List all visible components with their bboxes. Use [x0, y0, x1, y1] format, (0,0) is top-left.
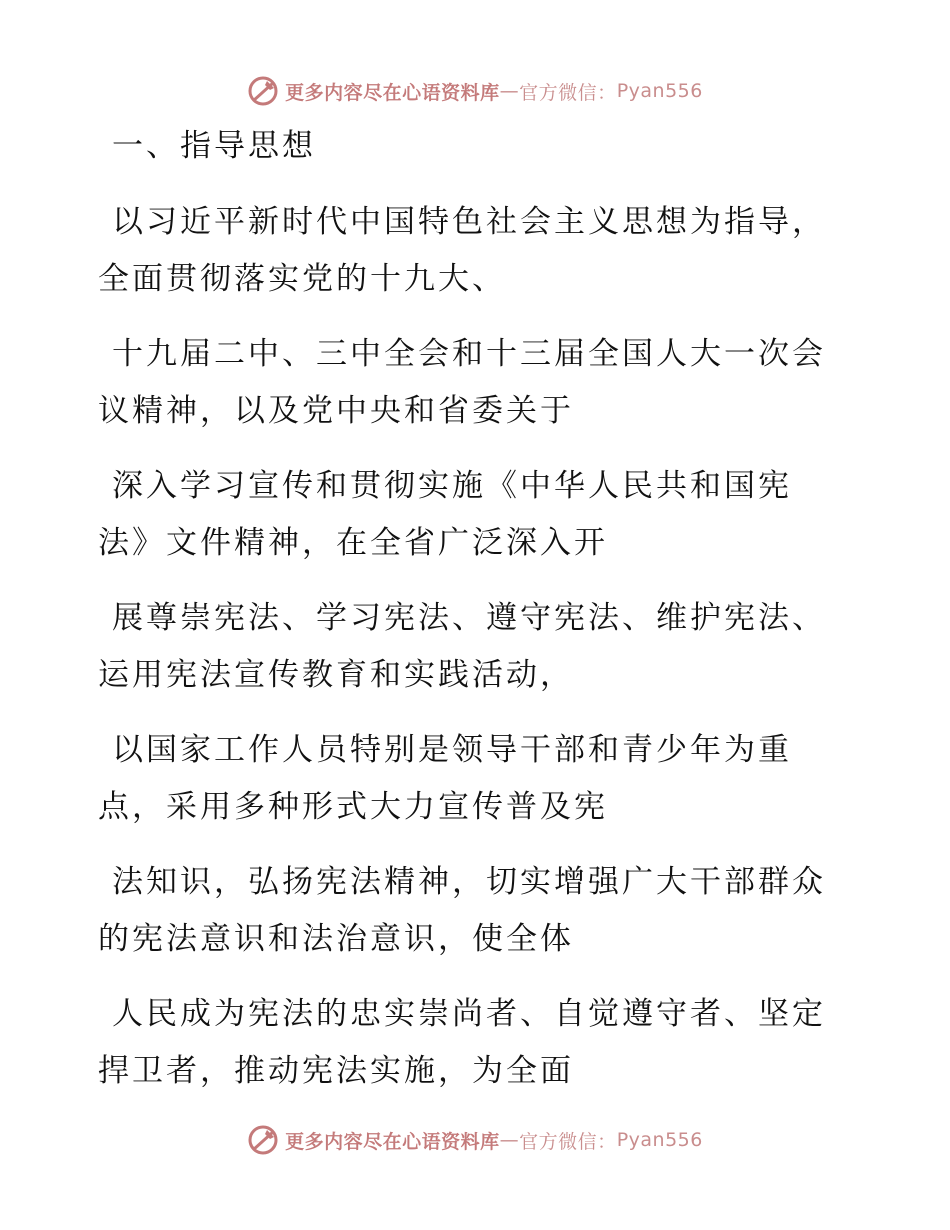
watermark-official-text: 官方微信：: [519, 81, 617, 104]
paragraph-line: 的宪法意识和法治意识，使全体: [98, 921, 574, 957]
footer-watermark: [0, 1120, 950, 1160]
paragraph-line: 法知识，弘扬宪法精神，切实增强广大干部群众: [112, 864, 826, 900]
watermark-brand-text: 更多内容尽在心语资料库: [285, 81, 500, 104]
watermark-separator: —: [499, 80, 520, 102]
paragraph-line: 法》文件精神，在全省广泛深入开: [98, 525, 608, 561]
brand-logo-icon: [247, 1124, 279, 1156]
watermark-brand-text: 更多内容尽在心语资料库: [285, 1130, 500, 1153]
paragraph-line: 全面贯彻落实党的十九大、: [98, 261, 506, 297]
watermark-handle: Pyan556: [616, 1129, 703, 1151]
paragraph-line: 人民成为宪法的忠实崇尚者、自觉遵守者、坚定: [112, 996, 826, 1032]
paragraph-line: 展尊崇宪法、学习宪法、遵守宪法、维护宪法、: [112, 600, 826, 636]
paragraph-line: 以习近平新时代中国特色社会主义思想为指导，: [112, 204, 826, 240]
paragraph-line: 以国家工作人员特别是领导干部和青少年为重: [112, 732, 792, 768]
section-heading: 一、指导思想: [112, 128, 316, 164]
header-watermark: [0, 71, 950, 111]
brand-logo-icon: [247, 75, 279, 107]
paragraph-line: 捍卫者，推动宪法实施，为全面: [98, 1053, 574, 1089]
watermark-official-text: 官方微信：: [519, 1130, 617, 1153]
watermark-separator: —: [499, 1129, 520, 1151]
paragraph-line: 深入学习宣传和贯彻实施《中华人民共和国宪: [112, 468, 792, 504]
paragraph-line: 十九届二中、三中全会和十三届全国人大一次会: [112, 336, 826, 372]
paragraph-line: 点，采用多种形式大力宣传普及宪: [98, 789, 608, 825]
paragraph-line: 运用宪法宣传教育和实践活动，: [98, 657, 574, 693]
paragraph-line: 议精神，以及党中央和省委关于: [98, 393, 574, 429]
watermark-handle: Pyan556: [616, 80, 703, 102]
